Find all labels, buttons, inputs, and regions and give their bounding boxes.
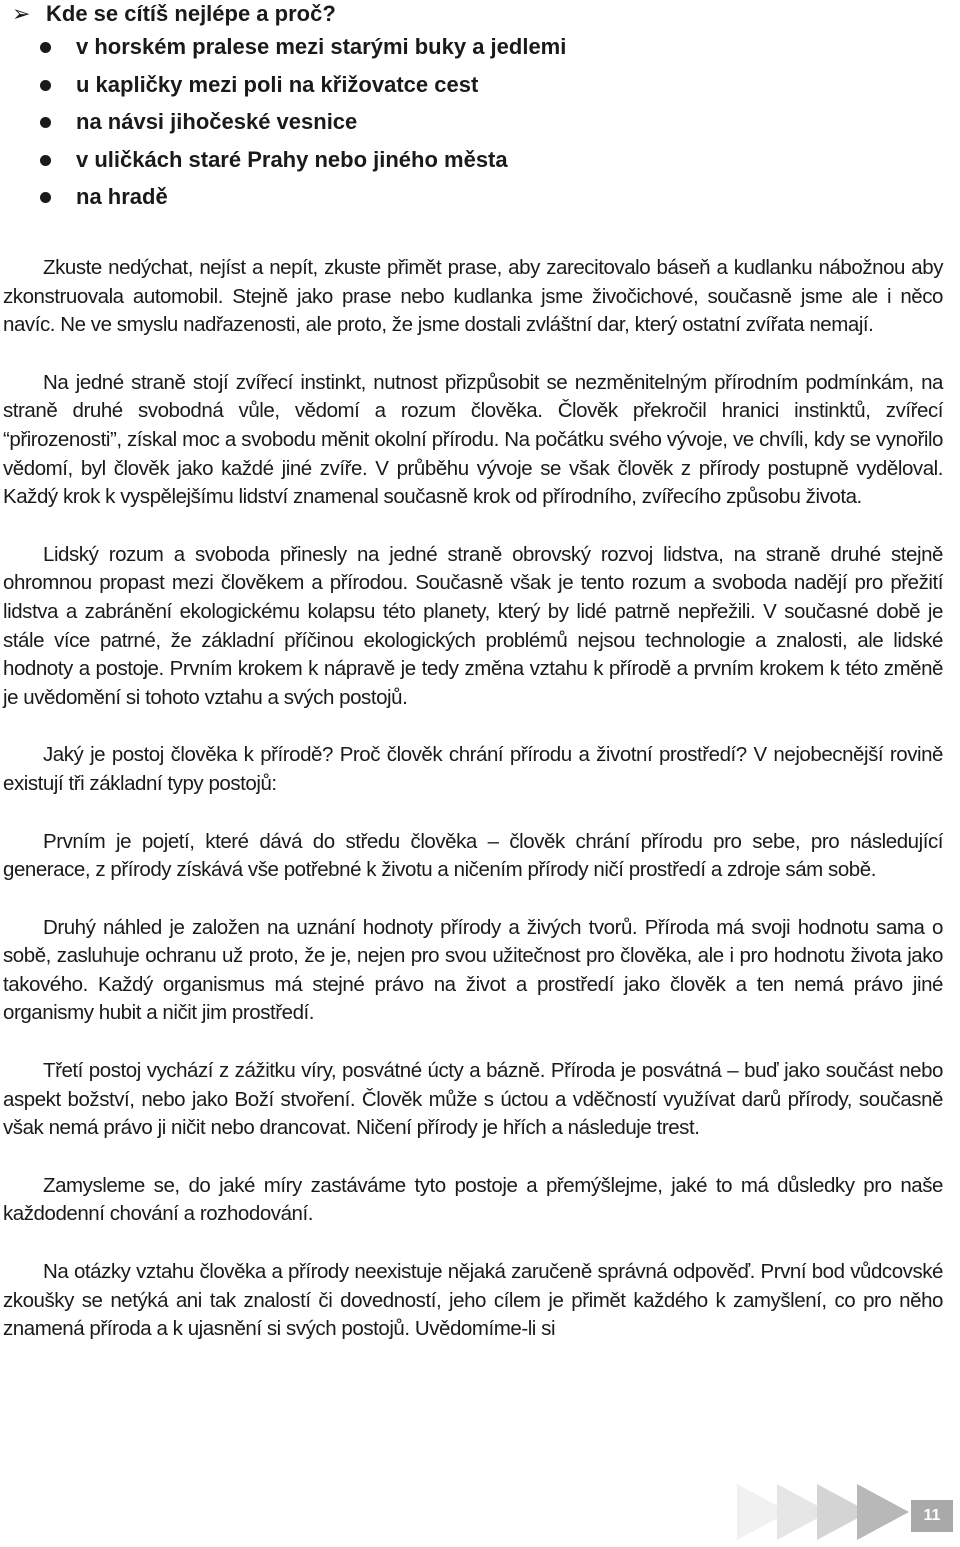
paragraph: Jaký je postoj člověka k přírodě? Proč člověk chrání přírodu a životní prostředí? V nejobecnější rovině existují tři základní typy postojů: — [3, 743, 943, 795]
body-text — [3, 254, 943, 1344]
paragraph: Lidský rozum a svoboda přinesly na jedné straně obrovský rozvoj lidstva, na straně druhé stejně ohromnou propast mezi člověkem a přírodou. Současně však je tento rozum a svoboda nadějí pro přežití lidstva a zabránění ekologickému kolapsu této planety, který by lidé patrně nepřežili. V současné době je stále více patrné, že základní příčinou ekologických problémů nejsou technologie a znalosti, ale lidské hodnoty a postoje. Prvním krokem k nápravě je tedy změna vztahu k přírodě a prvním krokem k této změně je uvědomění si tohoto vztahu a svých postojů. — [3, 542, 943, 709]
arrow-right-icon — [857, 1484, 909, 1540]
bullet-dot-icon — [40, 155, 51, 166]
list-item-text: na hradě — [76, 184, 168, 209]
bullet-list — [0, 33, 566, 221]
bullet-dot-icon — [40, 192, 51, 203]
list-item-text: u kapličky mezi poli na křižovatce cest — [76, 71, 479, 97]
paragraph: Třetí postoj vychází z zážitku víry, posvátné úcty a bázně. Příroda je posvátná – buď jako součást nebo aspekt božství, nebo jako Boží stvoření. Člověk může s úctou a vděčností využívat darů přírody, současně však nemá právo ji ničit nebo drancovat. Ničení přírody je hřích a následuje trest. — [3, 1059, 943, 1140]
paragraph: Druhý náhled je založen na uznání hodnoty přírody a živých tvorů. Příroda má svoji hodnotu sama o sobě, zasluhuje ochranu už proto, že je, nejen pro svou užitečnost pro člověka, ale i pro hodnotu života jako takového. Každý organismus má stejné právo na život a prostředí jako člověk a ten nemá právo jiné organismy hubit a ničit jim prostředí. — [3, 915, 943, 1025]
bullet-dot-icon — [40, 117, 51, 128]
heading-text: Kde se cítíš nejlépe a proč? — [46, 1, 336, 26]
section-heading — [12, 0, 336, 28]
list-item — [0, 71, 566, 109]
list-item — [0, 183, 566, 221]
paragraph: Na otázky vztahu člověka a přírody neexistuje nějaká zaručeně správná odpověď. První bod vůdcovské zkoušky se netýká ani tak znalostí či dovedností, jeho cílem je přimět každého k zamyšlení, co pro něho znamená příroda a k ujasnění si svých postojů. Uvědomíme-li si — [3, 1260, 943, 1341]
list-item — [0, 33, 566, 71]
list-item-text: v uličkách staré Prahy nebo jiného města — [76, 146, 508, 172]
arrow-bullet-icon: ➢ — [12, 1, 31, 26]
paragraph: Prvním je pojetí, které dává do středu člověka – člověk chrání přírodu pro sebe, pro následující generace, z přírody získává vše potřebné k životu a ničením přírody ničí prostředí a zdroje sám sobě. — [3, 829, 943, 882]
bullet-dot-icon — [40, 80, 51, 91]
page-number: 11 — [923, 1507, 941, 1524]
list-item — [0, 146, 566, 184]
paragraph: Zkuste nedýchat, nejíst a nepít, zkuste přimět prase, aby zarecitovalo báseň a kudlanku nábožnou aby zkonstruovala automobil. Stejně jako prase nebo kudlanka jsme živočichové, současně jsme ale i něco navíc. Ne ve smyslu nadřazenosti, ale proto, že jsme dostali zvláštní dar, který ostatní zvířata nemají. — [3, 256, 943, 337]
list-item-text: v horském pralese mezi starými buky a jedlemi — [76, 34, 567, 59]
bullet-dot-icon — [40, 42, 51, 53]
paragraph: Na jedné straně stojí zvířecí instinkt, nutnost přizpůsobit se nezměnitelným přírodním podmínkám, na straně druhé svobodná vůle, vědomí a rozum člověka. Člověk překročil hranici instinktů, zvířecí “přirozenosti”, získal moc a svobodu měnit okolní přírodu. Na počátku svého vývoje, ve chvíli, kdy se vynořilo vědomí, byl člověk jako každé jiné zvíře. V průběhu vývoje se však člověk z přírody postupně vyděloval. Každý krok k vyspělejšímu lidství znamenal současně krok od přírodního, zvířecího způsobu života. — [3, 370, 943, 509]
paragraph: Zamysleme se, do jaké míry zastáváme tyto postoje a přemýšlejme, jaké to má důsledky pro naše každodenní chování a rozhodování. — [3, 1173, 943, 1226]
list-item — [0, 108, 566, 146]
list-item-text: na návsi jihočeské vesnice — [76, 109, 358, 134]
